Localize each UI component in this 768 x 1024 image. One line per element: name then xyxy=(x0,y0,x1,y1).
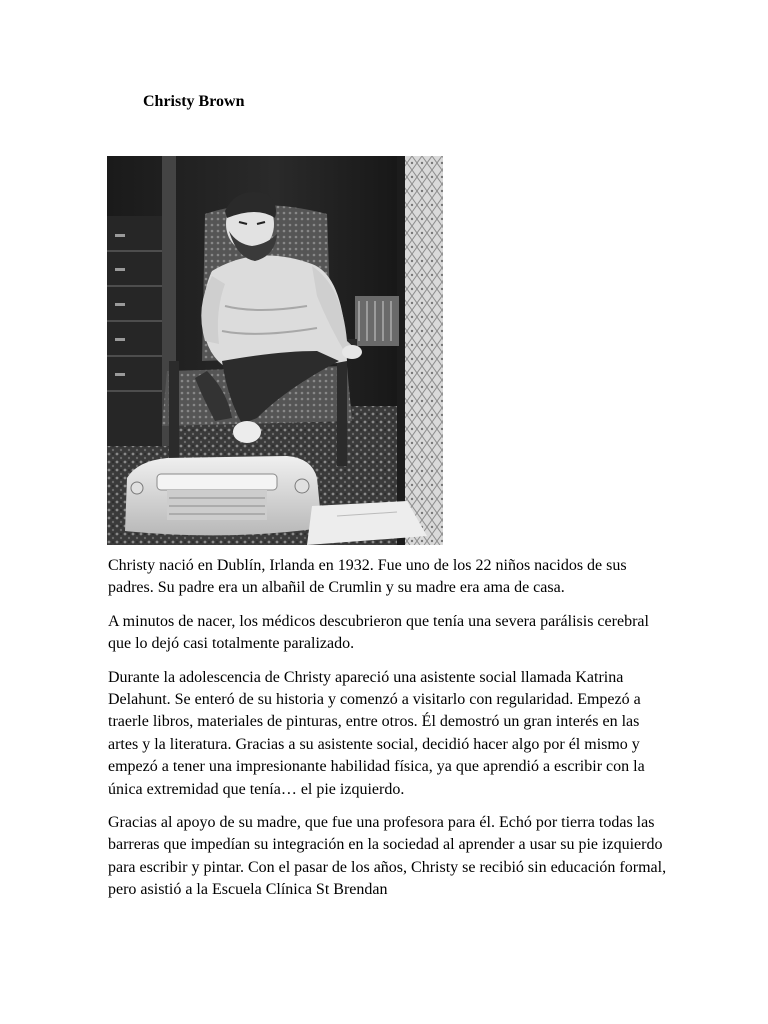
document-body xyxy=(108,555,668,913)
document-title: Christy Brown xyxy=(143,93,245,110)
paragraph-birth: Christy nació en Dublín, Irlanda en 1932. Fue uno de los 22 niños nacidos de sus padres. Su padre era un albañil de Crumlin y su madre era ama de casa. xyxy=(108,557,627,597)
paragraph-mother-support: Gracias al apoyo de su madre, que fue una profesora para él. Echó por tierra todas las barreras que impedían su integración en la sociedad al aprender a usar su pie izquierdo para escribir y pintar. Con el pasar de los años, Christy se recibió sin educación formal, pero asistió a la Escuela Clínica St Brendan xyxy=(108,814,667,899)
paragraph-adolescence: Durante la adolescencia de Christy apareció una asistente social llamada Katrina Delahunt. Se enteró de su historia y comenzó a visitarlo con regularidad. Empezó a traerle libros, materiales de pinturas, entre otros. Él demostró un gran interés en las artes y la literatura. Gracias a su asistente social, decidió hacer algo por él mismo y empezó a tener una impresionante habilidad física, ya que aprendió a escribir con la única extremidad que tenía… el pie izquierdo. xyxy=(108,668,645,798)
paragraph-diagnosis: A minutos de nacer, los médicos descubrieron que tenía una severa parálisis cerebral que lo dejó casi totalmente paralizado. xyxy=(108,612,649,653)
portrait-photo xyxy=(107,156,443,545)
